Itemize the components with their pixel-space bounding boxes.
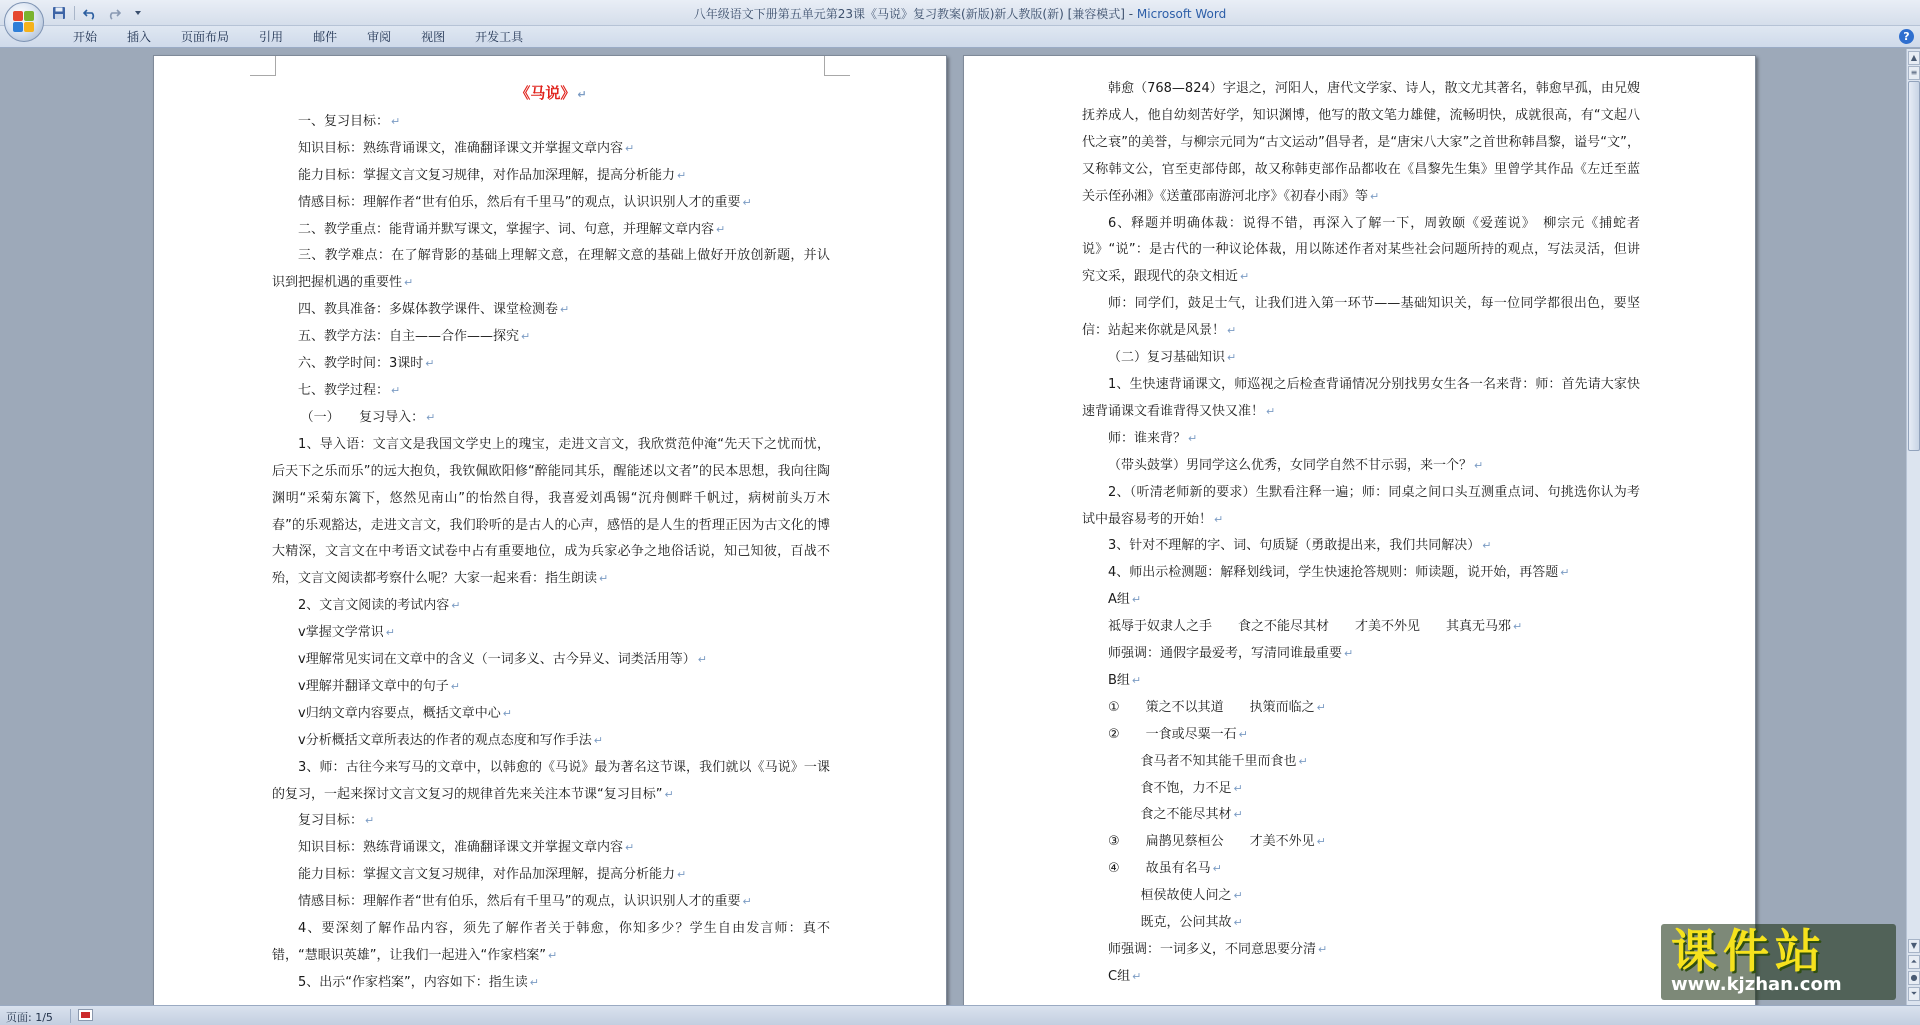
crop-mark: [824, 56, 850, 76]
document-heading: 《马说》 ↵: [515, 84, 587, 102]
page-2[interactable]: [963, 55, 1756, 1005]
watermark-url: www.kjzhan.com: [1671, 974, 1842, 995]
paragraph: 一、复习目标： ↵: [298, 113, 401, 129]
page-count[interactable]: 页面: 1/5: [6, 1011, 53, 1024]
paragraph: C组 ↵: [1108, 968, 1142, 984]
paragraph: 2、文言文阅读的考试内容 ↵: [298, 598, 461, 614]
browse-object-button[interactable]: ●: [1908, 971, 1920, 985]
vertical-scrollbar[interactable]: [1906, 49, 1920, 1005]
site-watermark: [1661, 924, 1896, 1000]
tab-7[interactable]: 开发工具: [475, 30, 524, 44]
document-area[interactable]: [0, 49, 1906, 1005]
paragraph: 情感目标：理解作者“世有伯乐，然后有千里马”的观点，认识识别人才的重要 ↵: [298, 894, 752, 910]
paragraph: 四、教具准备：多媒体教学课件、课堂检测卷 ↵: [298, 302, 570, 318]
document-title: 八年级语文下册第五单元第23课《马说》复习教案(新版)新人教版(新) [兼容模式] -: [693, 7, 1137, 21]
paragraph: 韩愈（768—824）字退之，河阳人，唐代文学家、诗人，散文尤其著名，韩愈早孤，由兄嫂抚养成人，他自幼刻苦好学，知识渊博，他写的散文笔力雄健，流畅明快，成就很高，有“文起八代之衰”的美誉，与柳宗元同为“古文运动”倡导者，是“唐宋八大家”之首世称韩昌黎，谥号“文”，又称韩文公，官至吏部侍郎，故又称韩吏部作品都收在《昌黎先生集》里曾学其作品《左迁至蓝关示侄孙湘》《送董邵南游河北序》《初春小雨》等 ↵: [1082, 81, 1640, 204]
scroll-up-button[interactable]: ▲: [1908, 51, 1920, 65]
paragraph: 1、导入语：文言文是我国文学史上的瑰宝，走进文言文，我欣赏范仲淹“先天下之忧而忧，后天下之乐而乐”的远大抱负，我钦佩欧阳修“醉能同其乐，醒能述以文者”的民本思想，我向往陶渊明“采菊东篱下，悠然见南山”的怡然自得，我喜爱刘禹锡“沉舟侧畔千帆过，病树前头万木春”的乐观豁达，走进文言文，我们聆听的是古人的心声，感悟的是人生的哲理正因为古文化的博大精深，文言文在中考语文试卷中占有重要地位，成为兵家必争之地俗话说，知己知彼，百战不殆，文言文阅读都考察什么呢？大家一起来看：指生朗读 ↵: [272, 436, 830, 587]
tab-3[interactable]: 引用: [259, 30, 284, 44]
page-1[interactable]: [153, 55, 947, 1005]
app-name: Microsoft Word: [1136, 7, 1227, 21]
paragraph: A组 ↵: [1108, 592, 1142, 608]
paragraph: 6、释题并明确体裁：说得不错，再深入了解一下，周敦颐《爱莲说》 柳宗元《捕蛇者说》“说”：是古代的一种议论体裁，用以陈述作者对某些社会问题所持的观点，写法灵活，但讲究文采，跟现代的杂文相近 ↵: [1082, 215, 1640, 285]
list-item: v掌握文学常识 ↵: [298, 625, 395, 641]
page-2-text[interactable]: [1082, 76, 1640, 991]
watermark-site-name: 课件站: [1671, 924, 1827, 978]
paragraph: 4、师出示检测题：解释划线词，学生快速抢答规则：师读题，说开始，再答题 ↵: [1108, 565, 1570, 581]
list-item: 桓侯故使人问之 ↵: [1140, 888, 1243, 904]
paragraph: 4、要深刻了解作品内容，须先了解作者关于韩愈，你知多少？学生自由发言师：真不错，“慧眼识英雄”，让我们一起进入“作家档案” ↵: [272, 921, 830, 963]
paragraph: 七、教学过程： ↵: [298, 382, 401, 398]
next-page-button[interactable]: ⏷: [1908, 987, 1920, 1001]
list-item: ① 策之不以其道 执策而临之 ↵: [1108, 699, 1326, 715]
list-item: ④ 故虽有名马 ↵: [1108, 861, 1222, 877]
paragraph: 能力目标：掌握文言文复习规律，对作品加深理解，提高分析能力 ↵: [298, 167, 687, 183]
paragraph: 六、教学时间：3课时 ↵: [298, 356, 435, 372]
paragraph: 复习目标： ↵: [298, 813, 375, 829]
paragraph: 师强调：通假字最爱考，写清同谁最重要 ↵: [1108, 646, 1354, 662]
paragraph: 祗辱于奴隶人之手 食之不能尽其材 才美不外见 其真无马邪 ↵: [1108, 619, 1523, 635]
language-icon[interactable]: [78, 1009, 93, 1021]
ruler-toggle-button[interactable]: ≡: [1908, 66, 1920, 80]
crop-mark: [250, 56, 276, 76]
list-item: 食马者不知其能千里而食也 ↵: [1140, 753, 1308, 769]
paragraph: 3、师：古往今来写马的文章中，以韩愈的《马说》最为著名这节课，我们就以《马说》一课的复习，一起来探讨文言文复习的规律首先来关注本节课“复习目标” ↵: [272, 759, 830, 802]
paragraph: 能力目标：掌握文言文复习规律，对作品加深理解，提高分析能力 ↵: [298, 867, 687, 883]
list-item: v分析概括文章所表达的作者的观点态度和写作手法 ↵: [298, 732, 603, 748]
list-item: 食不饱，力不足 ↵: [1140, 780, 1243, 796]
paragraph: 师强调：一词多义，不同意思要分清 ↵: [1108, 942, 1328, 957]
help-icon[interactable]: ?: [1899, 29, 1914, 44]
tab-list: [58, 29, 538, 46]
scroll-down-button[interactable]: ▼: [1908, 939, 1920, 953]
list-item: v理解常见实词在文章中的含义（一词多义、古今异义、词类活用等） ↵: [298, 652, 707, 668]
office-button[interactable]: [4, 2, 44, 42]
page-1-text[interactable]: [272, 80, 830, 997]
list-item: 既克，公问其故 ↵: [1140, 915, 1243, 931]
paragraph: 师：同学们，鼓足士气，让我们进入第一环节——基础知识关，每一位同学都很出色，要坚信：站起来你就是风景！ ↵: [1082, 296, 1640, 339]
paragraph: 3、针对不理解的字、词、句质疑（勇敢提出来，我们共同解决） ↵: [1108, 538, 1492, 554]
list-item: ③ 扁鹊见蔡桓公 才美不外见 ↵: [1108, 834, 1326, 850]
ribbon-tabs: [0, 26, 1920, 48]
paragraph: （二）复习基础知识 ↵: [1108, 350, 1237, 366]
paragraph: 1、生快速背诵课文，师巡视之后检查背诵情况分别找男女生各一名来背：师：首先请大家快速背诵课文看谁背得又快又准！ ↵: [1082, 376, 1640, 419]
tab-0[interactable]: 开始: [73, 30, 98, 44]
paragraph: B组 ↵: [1108, 672, 1142, 688]
list-item: 食之不能尽其材 ↵: [1140, 807, 1243, 823]
list-item: ② 一食或尽粟一石 ↵: [1108, 726, 1248, 742]
paragraph: 知识目标：熟练背诵课文，准确翻译课文并掌握文章内容 ↵: [298, 840, 635, 856]
status-separator: [70, 1009, 71, 1023]
office-logo-icon: [13, 11, 35, 33]
paragraph: 知识目标：熟练背诵课文，准确翻译课文并掌握文章内容 ↵: [298, 140, 635, 156]
window-title: [0, 5, 1920, 22]
paragraph: （带头鼓掌）男同学这么优秀，女同学自然不甘示弱，来一个？ ↵: [1108, 457, 1484, 473]
paragraph: 师：谁来背？ ↵: [1108, 430, 1198, 446]
status-bar: [0, 1005, 1920, 1025]
tab-1[interactable]: 插入: [127, 30, 152, 44]
tab-6[interactable]: 视图: [421, 30, 446, 44]
tab-5[interactable]: 审阅: [367, 30, 392, 44]
paragraph: 三、教学难点：在了解背影的基础上理解文意，在理解文意的基础上做好开放创新题，并认识到把握机遇的重要性 ↵: [272, 248, 830, 291]
list-item: v理解并翻译文章中的句子 ↵: [298, 678, 460, 694]
paragraph: 5、出示“作家档案”，内容如下：指生读 ↵: [298, 974, 539, 990]
list-item: v归纳文章内容要点，概括文章中心 ↵: [298, 705, 512, 721]
scroll-thumb[interactable]: [1908, 81, 1920, 451]
title-bar: [0, 0, 1920, 26]
paragraph: （一） 复习导入： ↵: [300, 409, 436, 425]
paragraph: 二、教学重点：能背诵并默写课文，掌握字、词、句意，并理解文章内容 ↵: [298, 221, 726, 237]
paragraph: 情感目标：理解作者“世有伯乐，然后有千里马”的观点，认识识别人才的重要 ↵: [298, 194, 752, 210]
paragraph: 五、教学方法：自主——合作——探究 ↵: [298, 329, 531, 345]
tab-4[interactable]: 邮件: [313, 30, 338, 44]
tab-2[interactable]: 页面布局: [181, 30, 230, 44]
previous-page-button[interactable]: ⏶: [1908, 955, 1920, 969]
paragraph: 2、（听清老师新的要求）生默看注释一遍；师：同桌之间口头互测重点词、句挑选你认为考试中最容易考的开始！ ↵: [1082, 484, 1640, 527]
